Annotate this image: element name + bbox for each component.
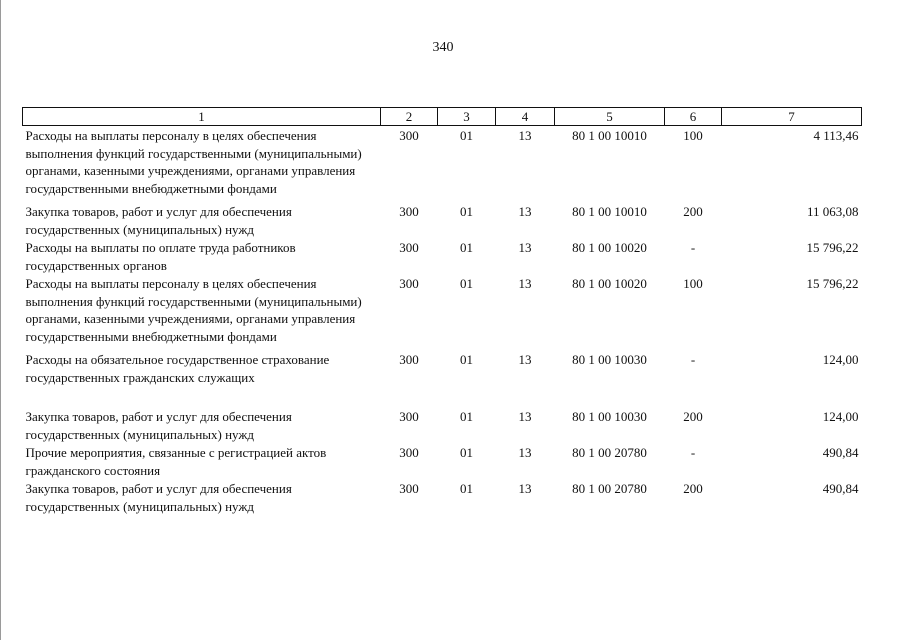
column-header-6: 6 bbox=[665, 108, 722, 126]
row-name: Расходы на выплаты персоналу в целях обеспечения выполнения функций государственными (муниципальными) органами, казенными учреждениями, органами управления государственными внебюджетными фондами bbox=[25, 128, 362, 196]
row-col-4: 13 bbox=[518, 409, 532, 424]
row-col-4: 13 bbox=[518, 445, 532, 460]
row-col-3: 01 bbox=[460, 481, 473, 496]
row-name: Закупка товаров, работ и услуг для обеспечения государственных (муниципальных) нужд bbox=[25, 204, 292, 237]
row-col-5: 80 1 00 10030 bbox=[572, 352, 647, 367]
row-col-6: - bbox=[690, 352, 696, 367]
table-row bbox=[23, 443, 862, 479]
table-row bbox=[23, 238, 862, 274]
budget-table bbox=[22, 107, 862, 515]
row-col-2: 300 bbox=[399, 445, 419, 460]
row-amount: 15 796,22 bbox=[806, 276, 859, 291]
row-col-6: 200 bbox=[683, 204, 703, 219]
row-name: Расходы на выплаты по оплате труда работников государственных органов bbox=[25, 240, 296, 273]
table-row bbox=[23, 350, 862, 407]
row-col-3: 01 bbox=[460, 352, 473, 367]
row-col-3: 01 bbox=[460, 204, 473, 219]
column-header-4: 4 bbox=[496, 108, 555, 126]
row-name: Расходы на обязательное государственное страхование государственных гражданских служащих bbox=[25, 352, 330, 385]
row-col-4: 13 bbox=[518, 204, 532, 219]
column-header-7: 7 bbox=[722, 108, 862, 126]
table-body bbox=[23, 126, 862, 516]
row-col-4: 13 bbox=[518, 240, 532, 255]
row-col-5: 80 1 00 10020 bbox=[572, 240, 647, 255]
row-col-4: 13 bbox=[518, 128, 532, 143]
table-row bbox=[23, 407, 862, 443]
table-row bbox=[23, 274, 862, 350]
table-row bbox=[23, 126, 862, 203]
row-amount: 490,84 bbox=[822, 445, 859, 460]
row-amount: 11 063,08 bbox=[806, 204, 859, 219]
row-col-2: 300 bbox=[399, 352, 419, 367]
row-col-5: 80 1 00 10010 bbox=[572, 128, 647, 143]
row-col-3: 01 bbox=[460, 409, 473, 424]
row-col-4: 13 bbox=[518, 352, 532, 367]
row-col-6: - bbox=[690, 445, 696, 460]
row-col-6: 200 bbox=[683, 481, 703, 496]
row-amount: 124,00 bbox=[822, 409, 859, 424]
row-col-2: 300 bbox=[399, 240, 419, 255]
row-col-6: 100 bbox=[683, 276, 703, 291]
row-name: Закупка товаров, работ и услуг для обеспечения государственных (муниципальных) нужд bbox=[25, 481, 292, 514]
row-col-6: 100 bbox=[683, 128, 703, 143]
row-col-3: 01 bbox=[460, 276, 473, 291]
table-row bbox=[23, 479, 862, 515]
row-amount: 490,84 bbox=[822, 481, 859, 496]
row-col-3: 01 bbox=[460, 240, 473, 255]
row-col-2: 300 bbox=[399, 276, 419, 291]
row-col-4: 13 bbox=[518, 481, 532, 496]
table-row bbox=[23, 202, 862, 238]
row-amount: 124,00 bbox=[822, 352, 859, 367]
row-col-2: 300 bbox=[399, 481, 419, 496]
row-col-3: 01 bbox=[460, 128, 473, 143]
row-col-2: 300 bbox=[399, 409, 419, 424]
row-name: Прочие мероприятия, связанные с регистрацией актов гражданского состояния bbox=[25, 445, 327, 478]
row-col-2: 300 bbox=[399, 204, 419, 219]
row-col-6: 200 bbox=[683, 409, 703, 424]
table-header bbox=[23, 108, 862, 126]
row-col-5: 80 1 00 10030 bbox=[572, 409, 647, 424]
column-header-1: 1 bbox=[23, 108, 381, 126]
row-col-3: 01 bbox=[460, 445, 473, 460]
row-name: Закупка товаров, работ и услуг для обеспечения государственных (муниципальных) нужд bbox=[25, 409, 292, 442]
row-col-5: 80 1 00 10020 bbox=[572, 276, 647, 291]
column-header-5: 5 bbox=[555, 108, 665, 126]
row-col-4: 13 bbox=[518, 276, 532, 291]
row-amount: 4 113,46 bbox=[813, 128, 859, 143]
column-header-3: 3 bbox=[438, 108, 496, 126]
column-header-2: 2 bbox=[381, 108, 438, 126]
page-edge bbox=[0, 0, 1, 640]
row-amount: 15 796,22 bbox=[806, 240, 859, 255]
row-col-5: 80 1 00 10010 bbox=[572, 204, 647, 219]
row-col-5: 80 1 00 20780 bbox=[572, 481, 647, 496]
header-row bbox=[23, 108, 862, 126]
row-col-2: 300 bbox=[399, 128, 419, 143]
page-number: 340 bbox=[432, 40, 454, 55]
row-name: Расходы на выплаты персоналу в целях обеспечения выполнения функций государственными (муниципальными) органами, казенными учреждениями, органами управления государственными внебюджетными фондами bbox=[25, 276, 362, 344]
row-col-6: - bbox=[690, 240, 696, 255]
row-col-5: 80 1 00 20780 bbox=[572, 445, 647, 460]
